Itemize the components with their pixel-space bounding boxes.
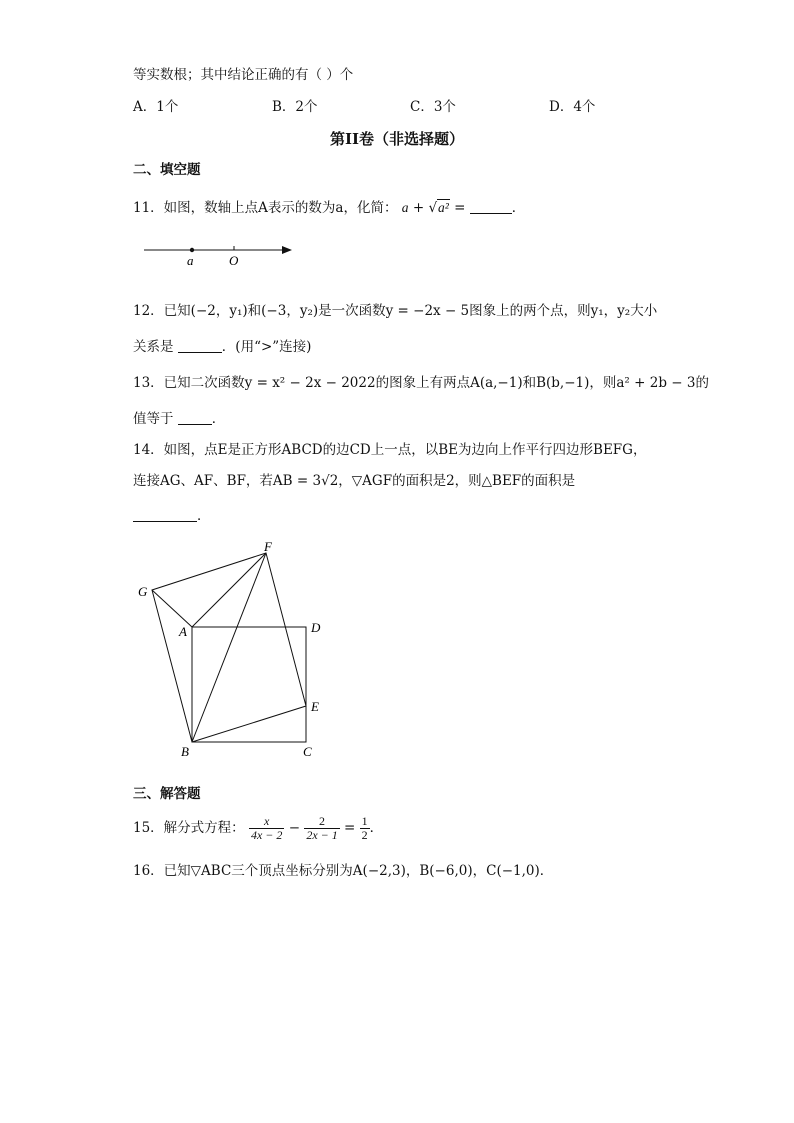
q14-line3 <box>133 507 211 525</box>
segment-af <box>192 553 266 627</box>
label-b: B <box>181 744 189 759</box>
fraction-1-den: 4x − 2 <box>250 828 283 842</box>
q13-line2-a: 值等于 <box>133 411 178 427</box>
q15-eq: = <box>339 820 360 836</box>
label-a: a <box>187 253 194 268</box>
fraction-3-den: 2 <box>361 828 368 842</box>
q10-option-a: A．1个 <box>133 99 179 115</box>
segment-bf <box>192 553 266 742</box>
label-e: E <box>311 699 319 714</box>
fraction-1 <box>249 815 284 842</box>
fraction-1-num: x <box>249 815 284 829</box>
fraction-2-den: 2x − 1 <box>306 828 338 842</box>
q11-prompt: 11．如图，数轴上点A表示的数为a，化简： <box>133 200 398 216</box>
square-abcd <box>192 627 306 742</box>
number-line-figure <box>140 240 300 272</box>
fraction-2 <box>304 815 339 842</box>
section-title: 第II卷（非选择题） <box>329 130 465 148</box>
q14-answer-blank[interactable] <box>133 509 197 522</box>
q12-line1: 12．已知(−2，y₁)和(−3，y₂)是一次函数y = −2x − 5图象上的两个点，则y₁，y₂大小 <box>133 303 658 319</box>
fraction-3-num: 1 <box>361 814 368 828</box>
label-g: G <box>138 584 148 599</box>
q13-line2-b: ． <box>211 411 226 427</box>
q11-text <box>133 199 525 217</box>
label-d: D <box>311 620 321 635</box>
q15-prefix: 15．解分式方程： <box>133 820 245 836</box>
q14-line1: 14．如图，点E是正方形ABCD的边CD上一点，以BE为边向上作平行四边形BEFG， <box>133 442 647 458</box>
q15-end: ． <box>369 820 384 836</box>
q10-option-b: B．2个 <box>272 99 318 115</box>
q12-line2-a: 关系是 <box>133 339 178 355</box>
q11-expr-a: a <box>401 200 409 215</box>
square-parallelogram-figure <box>130 535 340 765</box>
sqrt-symbol: √ <box>428 200 438 216</box>
arrow-right-icon <box>282 246 292 254</box>
label-a: A <box>179 624 187 639</box>
heading-fill-blanks: 二、填空题 <box>133 162 201 178</box>
q14-end: ． <box>197 508 211 524</box>
q10-option-d: D．4个 <box>549 99 596 115</box>
label-c: C <box>303 744 312 759</box>
label-f: F <box>264 539 272 554</box>
q15-line <box>133 812 383 846</box>
q14-line2: 连接AG、AF、BF，若AB = 3√2，▽AGF的面积是2，则△BEF的面积是 <box>133 473 576 489</box>
fraction-3 <box>360 815 370 842</box>
q10-tail: 等实数根；其中结论正确的有（ ）个 <box>133 67 354 83</box>
label-o: O <box>229 253 239 268</box>
q15-minus: − <box>284 820 305 836</box>
segment-ag <box>152 590 192 627</box>
q13-line2 <box>133 410 225 428</box>
heading-solve: 三、解答题 <box>133 786 201 802</box>
q11-expr-radicand: a² <box>438 200 449 215</box>
q16-text: 16．已知▽ABC三个顶点坐标分别为A(−2,3)，B(−6,0)，C(−1,0)． <box>133 863 554 879</box>
q12-answer-blank[interactable] <box>178 340 222 353</box>
q12-line2 <box>133 338 311 356</box>
point-a-dot <box>190 248 194 252</box>
q13-line1: 13．已知二次函数y = x² − 2x − 2022的图象上有两点A(a,−1)和B(b,−1)，则a² + 2b − 3的 <box>133 375 709 391</box>
q12-line2-b: ．(用“>”连接) <box>221 339 312 355</box>
q10-option-c: C．3个 <box>410 99 456 115</box>
q11-end: ． <box>511 200 526 216</box>
q11-answer-blank[interactable] <box>470 201 512 214</box>
q13-answer-blank[interactable] <box>178 412 212 425</box>
q11-expr-eq: = <box>449 200 470 216</box>
fraction-2-num: 2 <box>304 815 339 829</box>
q11-expr-plus: + <box>408 200 429 216</box>
